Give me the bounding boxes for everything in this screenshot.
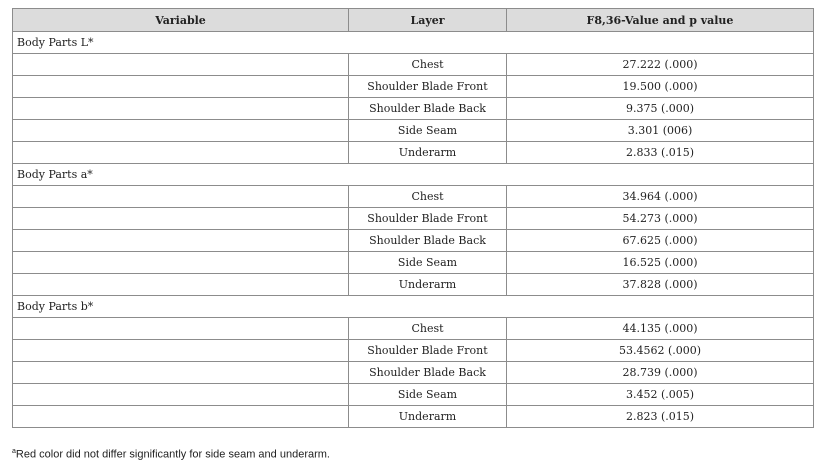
layer-cell: Chest — [349, 186, 507, 208]
table-row — [13, 318, 814, 340]
layer-cell: Side Seam — [349, 384, 507, 406]
layer-cell: Shoulder Blade Back — [349, 98, 507, 120]
value-cell: 53.4562 (.000) — [507, 340, 814, 362]
layer-cell: Shoulder Blade Front — [349, 76, 507, 98]
group-row — [13, 32, 814, 54]
header-layer: Layer — [349, 9, 507, 32]
layer-cell: Chest — [349, 54, 507, 76]
group-row — [13, 164, 814, 186]
variable-cell — [13, 406, 349, 428]
layer-cell: Shoulder Blade Front — [349, 208, 507, 230]
variable-cell — [13, 252, 349, 274]
table-row — [13, 362, 814, 384]
group-label: Body Parts L* — [13, 32, 814, 54]
table-row — [13, 54, 814, 76]
table-row — [13, 186, 814, 208]
variable-cell — [13, 76, 349, 98]
layer-cell: Side Seam — [349, 120, 507, 142]
table-row — [13, 76, 814, 98]
variable-cell — [13, 384, 349, 406]
variable-cell — [13, 340, 349, 362]
layer-cell: Side Seam — [349, 252, 507, 274]
variable-cell — [13, 120, 349, 142]
group-row — [13, 296, 814, 318]
value-cell: 2.833 (.015) — [507, 142, 814, 164]
variable-cell — [13, 54, 349, 76]
table-row — [13, 120, 814, 142]
variable-cell — [13, 142, 349, 164]
header-variable: Variable — [13, 9, 349, 32]
group-label: Body Parts b* — [13, 296, 814, 318]
layer-cell: Shoulder Blade Front — [349, 340, 507, 362]
table-row — [13, 98, 814, 120]
table-row — [13, 406, 814, 428]
value-cell: 9.375 (.000) — [507, 98, 814, 120]
table-row — [13, 340, 814, 362]
table-footnote — [12, 448, 330, 461]
footnote-text: Red color did not differ significantly for side seam and underarm. — [15, 448, 330, 461]
table-row — [13, 252, 814, 274]
variable-cell — [13, 208, 349, 230]
value-cell: 54.273 (.000) — [507, 208, 814, 230]
footnote-marker: a — [12, 448, 16, 455]
value-cell: 34.964 (.000) — [507, 186, 814, 208]
layer-cell: Shoulder Blade Back — [349, 362, 507, 384]
value-cell: 16.525 (.000) — [507, 252, 814, 274]
value-cell: 44.135 (.000) — [507, 318, 814, 340]
layer-cell: Chest — [349, 318, 507, 340]
value-cell: 2.823 (.015) — [507, 406, 814, 428]
variable-cell — [13, 186, 349, 208]
table-header-row — [13, 9, 814, 32]
value-cell: 27.222 (.000) — [507, 54, 814, 76]
table-row — [13, 142, 814, 164]
value-cell: 3.452 (.005) — [507, 384, 814, 406]
value-cell: 67.625 (.000) — [507, 230, 814, 252]
value-cell: 37.828 (.000) — [507, 274, 814, 296]
variable-cell — [13, 274, 349, 296]
table-row — [13, 208, 814, 230]
variable-cell — [13, 98, 349, 120]
layer-cell: Underarm — [349, 406, 507, 428]
header-value: F8,36-Value and p value — [507, 9, 814, 32]
value-cell: 3.301 (006) — [507, 120, 814, 142]
variable-cell — [13, 318, 349, 340]
value-cell: 19.500 (.000) — [507, 76, 814, 98]
group-label: Body Parts a* — [13, 164, 814, 186]
statistics-table — [12, 8, 814, 428]
table-row — [13, 384, 814, 406]
table-row — [13, 274, 814, 296]
value-cell: 28.739 (.000) — [507, 362, 814, 384]
variable-cell — [13, 230, 349, 252]
layer-cell: Underarm — [349, 274, 507, 296]
layer-cell: Underarm — [349, 142, 507, 164]
variable-cell — [13, 362, 349, 384]
layer-cell: Shoulder Blade Back — [349, 230, 507, 252]
table-row — [13, 230, 814, 252]
